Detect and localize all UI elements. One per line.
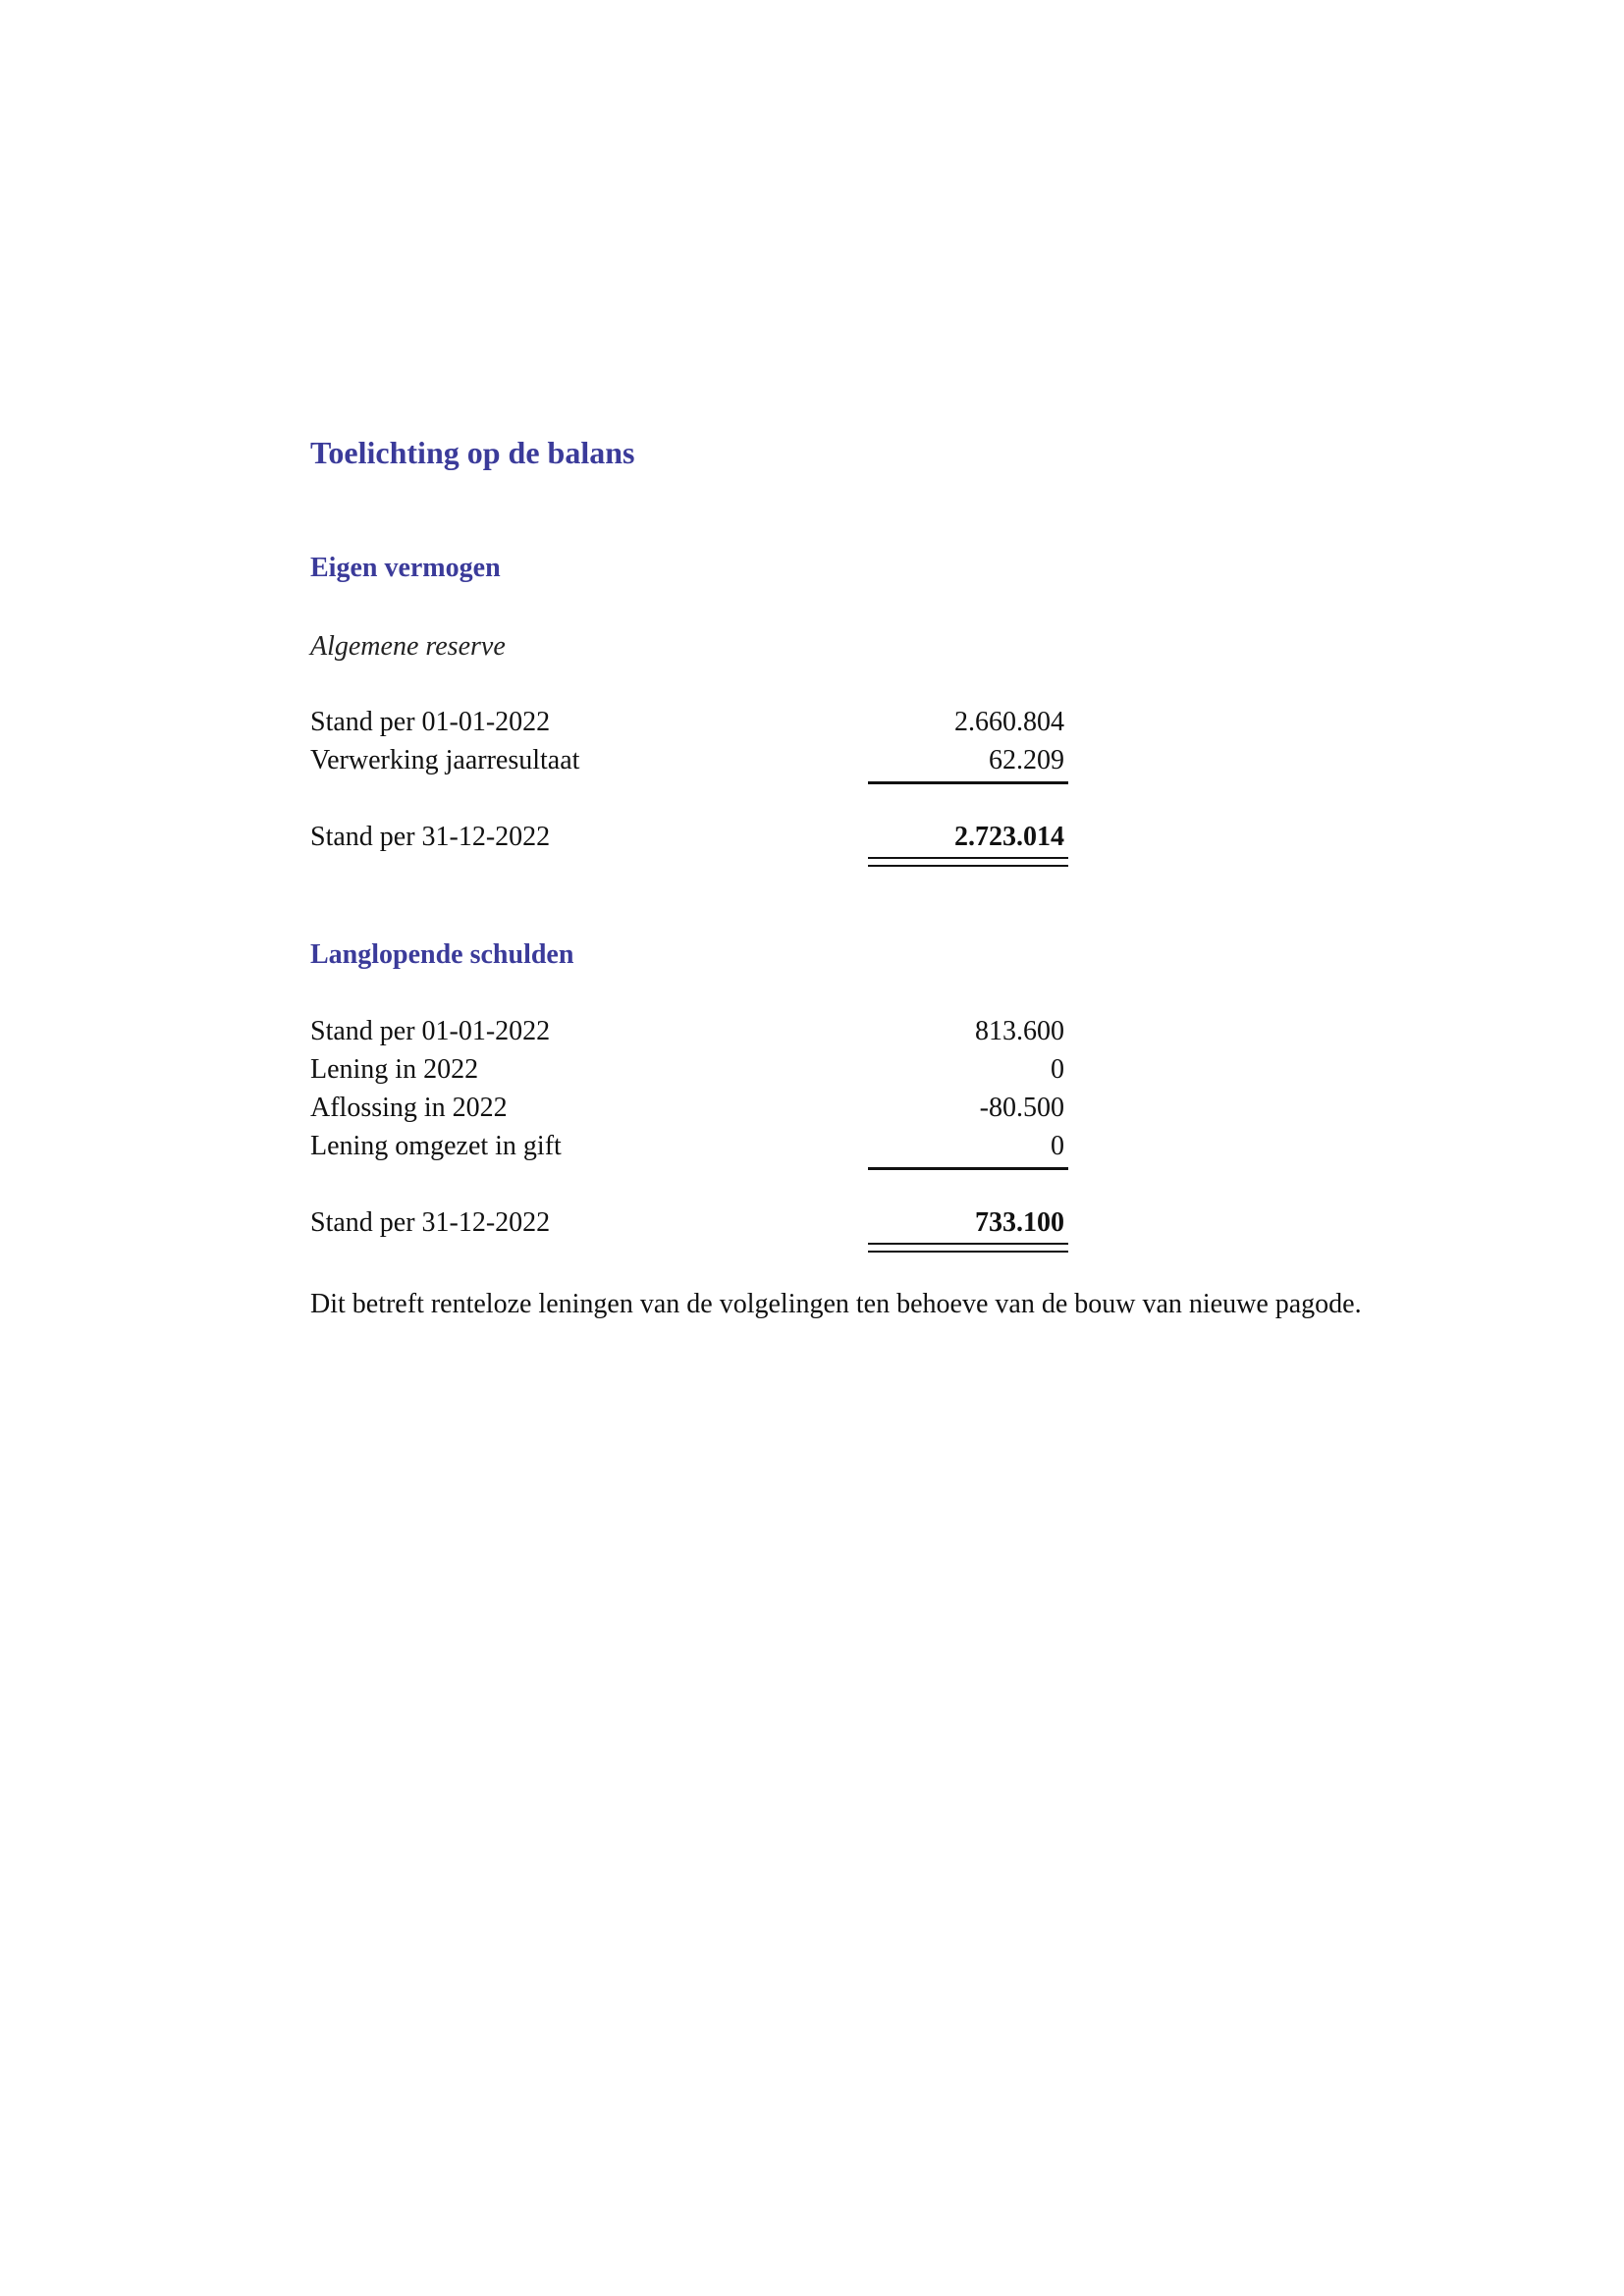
ev-row-label: Verwerking jaarresultaat (310, 745, 580, 775)
ls-row-value: 813.600 (975, 1016, 1064, 1046)
explanatory-note: Dit betreft renteloze leningen van de volgelingen ten behoeve van de bouw van nieuwe pagode. (310, 1289, 1362, 1319)
ls-row-value: 0 (1051, 1054, 1064, 1085)
ls-row-label: Stand per 01-01-2022 (310, 1016, 551, 1046)
ls-total-label: Stand per 31-12-2022 (310, 1207, 551, 1238)
ev-row-value: 2.660.804 (954, 707, 1064, 737)
total-double-rule (868, 857, 1068, 867)
total-double-rule (868, 1243, 1068, 1253)
ev-row-label: Stand per 01-01-2022 (310, 707, 551, 737)
page-title: Toelichting op de balans (310, 435, 635, 470)
ls-row-label: Lening omgezet in gift (310, 1131, 562, 1161)
ls-total-value: 733.100 (975, 1207, 1064, 1238)
section-heading-eigen-vermogen: Eigen vermogen (310, 553, 501, 583)
subtotal-rule (868, 781, 1068, 784)
subheading-algemene-reserve: Algemene reserve (310, 631, 506, 662)
ls-row-value: 0 (1051, 1131, 1064, 1161)
ev-total-value: 2.723.014 (954, 822, 1064, 852)
ls-row-label: Lening in 2022 (310, 1054, 479, 1085)
ls-row-value: -80.500 (979, 1093, 1064, 1123)
ev-row-value: 62.209 (989, 745, 1064, 775)
subtotal-rule (868, 1167, 1068, 1170)
ev-total-label: Stand per 31-12-2022 (310, 822, 551, 852)
ls-row-label: Aflossing in 2022 (310, 1093, 508, 1123)
section-heading-langlopende-schulden: Langlopende schulden (310, 939, 574, 970)
